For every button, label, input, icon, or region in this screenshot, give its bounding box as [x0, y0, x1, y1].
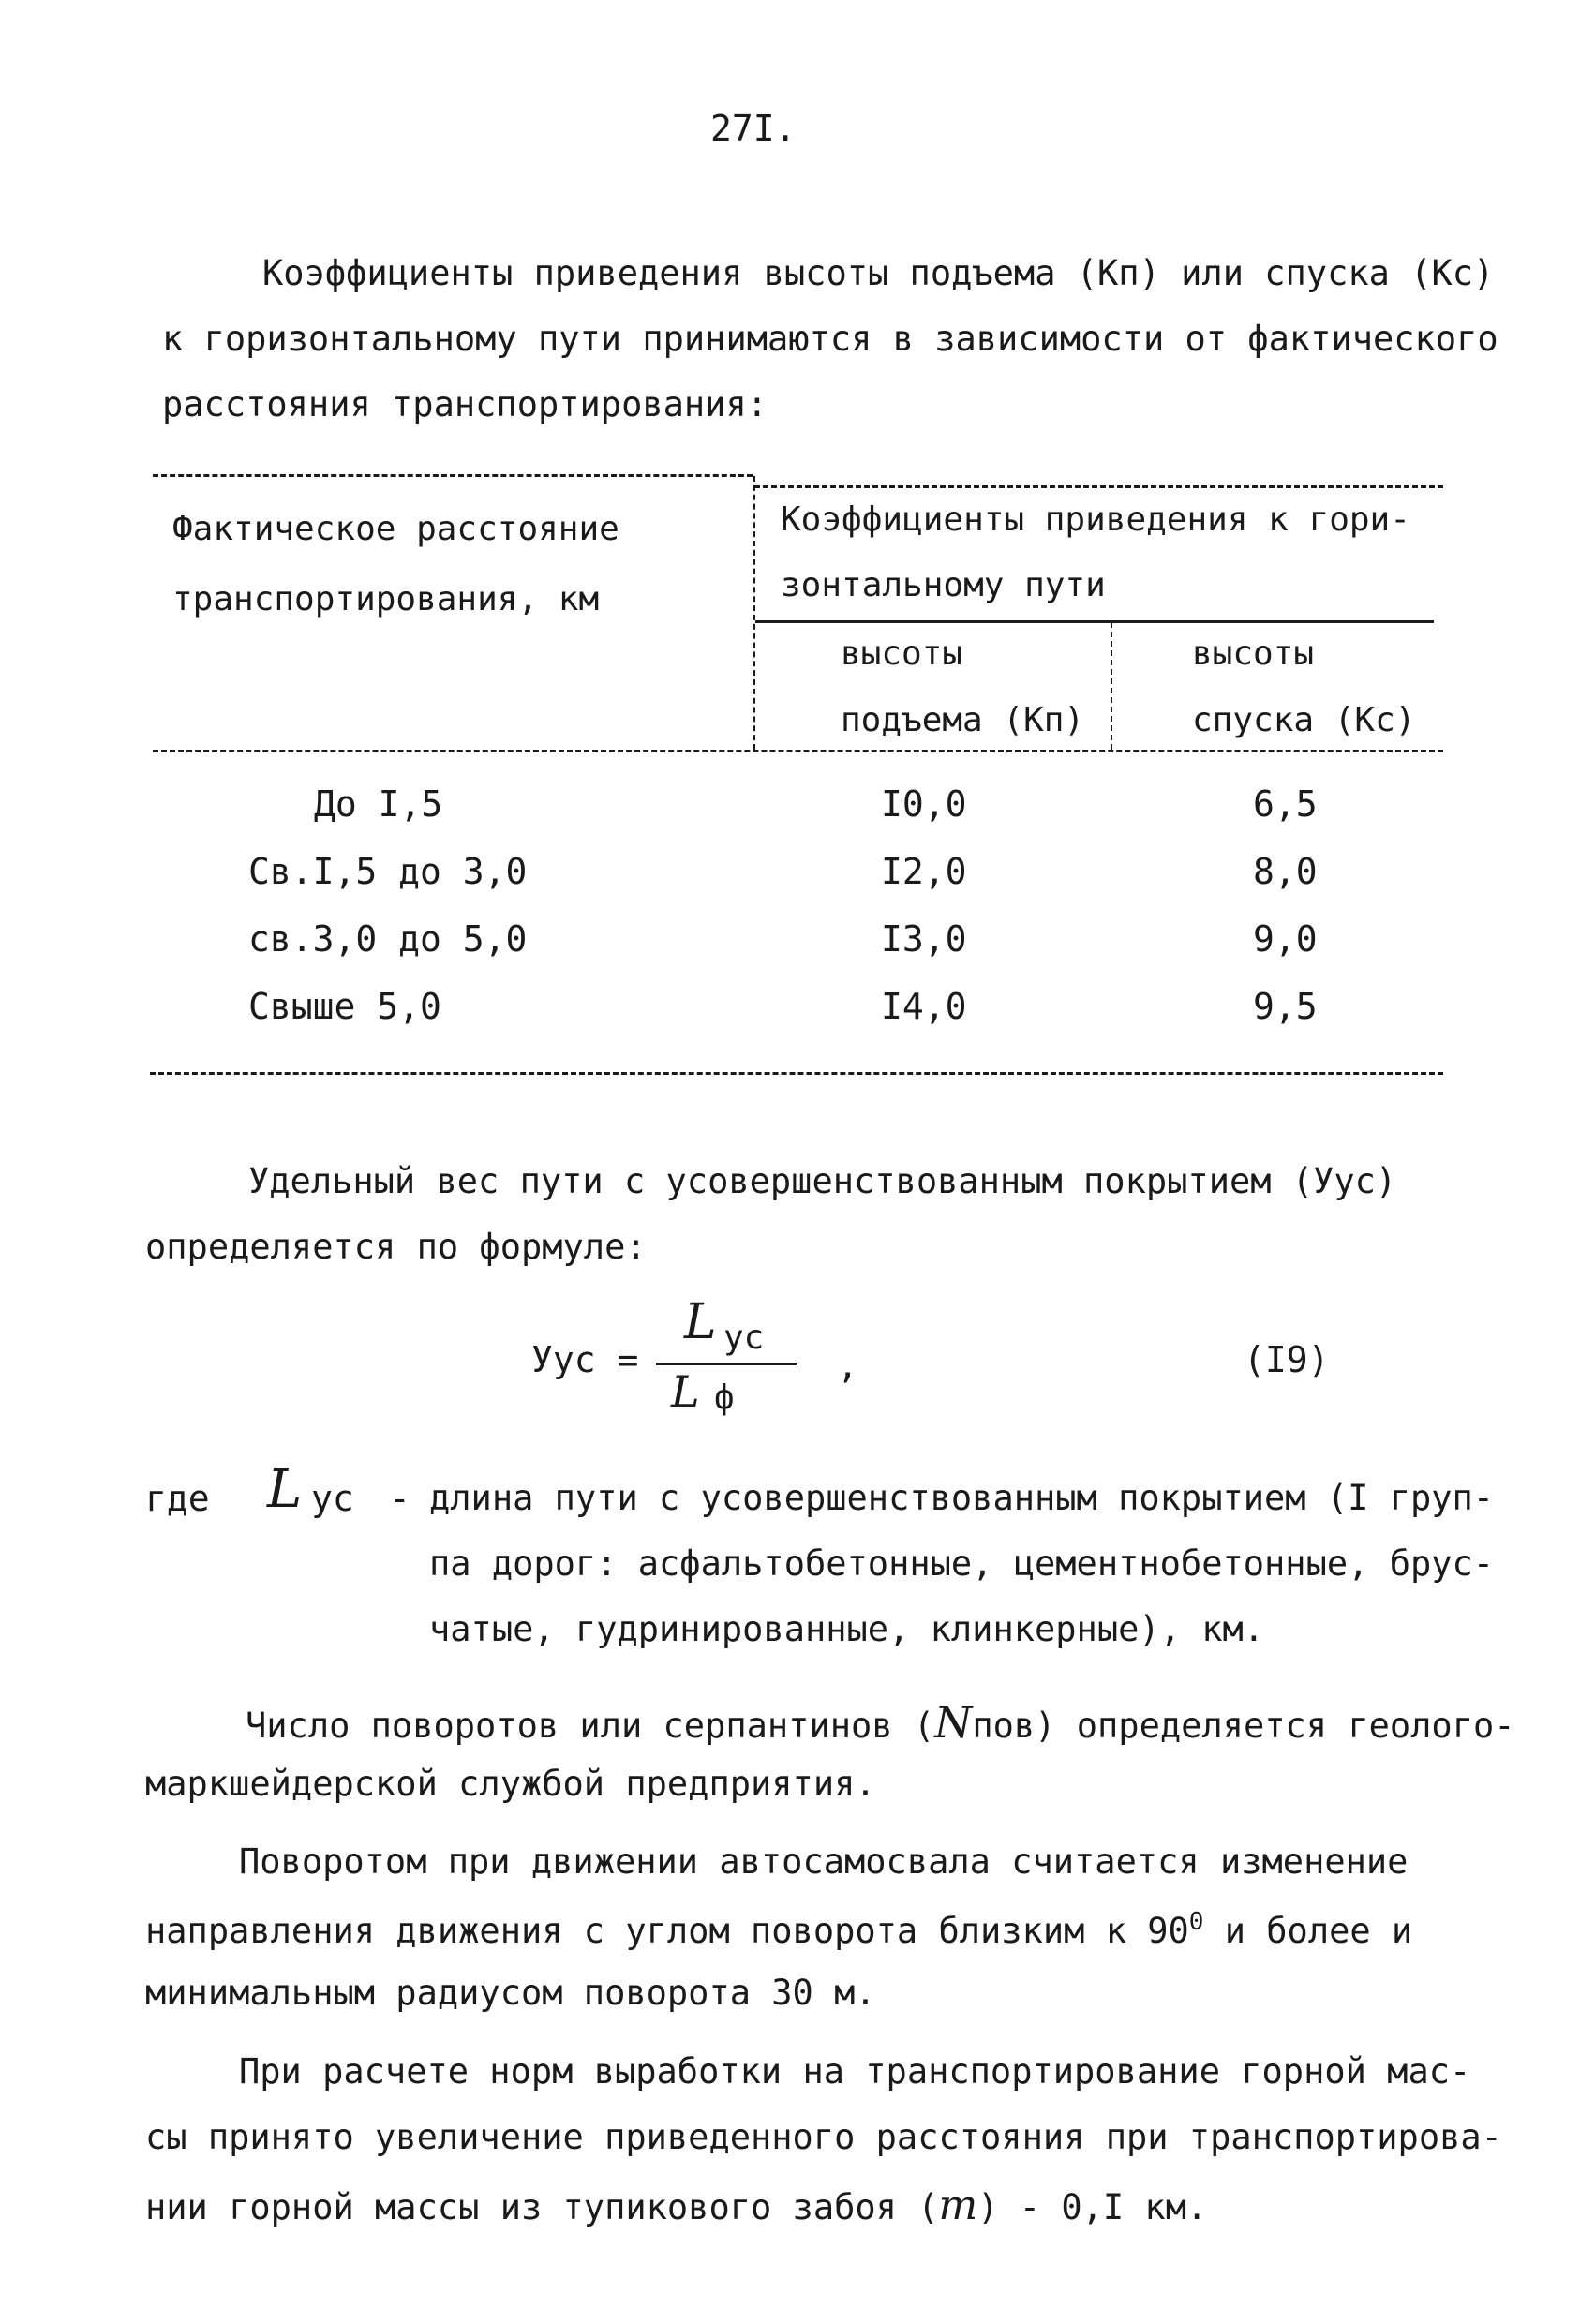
intro-line-3: расстояния транспортирования:: [162, 384, 768, 425]
row-distance: Свыше 5,0: [248, 986, 441, 1027]
formula-num-sub: ус: [723, 1318, 765, 1357]
table-top-rule-left: [153, 474, 753, 477]
where-symbol: L: [267, 1459, 303, 1520]
row-kp: I3,0: [881, 918, 967, 960]
row-kc: 9,5: [1253, 986, 1318, 1027]
formula-fraction-bar: [656, 1363, 797, 1365]
table-vertical-divider: [753, 476, 755, 750]
calc-symbol: m: [938, 2182, 978, 2229]
page-number: 27I.: [710, 108, 797, 149]
turns-line-2: маркшейдерской службой предприятия.: [145, 1764, 876, 1804]
row-kp: I4,0: [881, 986, 967, 1027]
where-dash: -: [389, 1478, 410, 1519]
intro-line-1: Коэффициенты приведения высоты подъема (Кп) или спуска (Кс): [262, 253, 1495, 293]
calc-line-3-pre: нии горной массы из тупикового забоя (: [145, 2187, 939, 2227]
header-distance-line-2: транспортирования, км: [172, 580, 600, 618]
header-kp-line-1: высоты: [841, 634, 963, 673]
formula-den-symbol: L: [671, 1366, 700, 1417]
row-distance: До I,5: [314, 783, 443, 825]
degree-superscript: 0: [1188, 1908, 1204, 1936]
row-kp: I2,0: [881, 851, 967, 892]
turns-line-1-post: пов) определяется геолого-: [972, 1706, 1515, 1746]
row-kc: 8,0: [1253, 851, 1318, 892]
calc-line-2: сы принято увеличение приведенного расстояния при транспортирова-: [145, 2117, 1502, 2157]
specific-weight-line-2: определяется по формуле:: [145, 1227, 647, 1267]
table-bottom-rule: [150, 1072, 1443, 1075]
table-top-rule-right: [754, 485, 1443, 488]
table-group-rule: [755, 620, 1434, 623]
turn-def-line-1: Поворотом при движении автосамосвала считается изменение: [239, 1841, 1409, 1882]
formula-lhs: Уус =: [531, 1339, 639, 1380]
table-header-rule: [153, 750, 1443, 752]
header-kc-line-1: высоты: [1192, 634, 1315, 673]
row-distance: св.3,0 до 5,0: [248, 918, 528, 960]
turn-def-line-3: минимальным радиусом поворота 30 м.: [145, 1973, 876, 2013]
calc-line-3-post: ) - 0,I км.: [977, 2187, 1208, 2227]
header-kp-line-2: подъема (Кп): [841, 701, 1085, 739]
row-kc: 6,5: [1253, 783, 1318, 825]
where-word: где: [145, 1478, 210, 1519]
row-distance: Св.I,5 до 3,0: [248, 851, 528, 892]
formula-den-sub: ф: [714, 1378, 735, 1417]
turns-line-1-pre: Число поворотов или серпантинов (: [246, 1706, 935, 1746]
formula-number: (I9): [1244, 1339, 1330, 1380]
turns-line-1: [246, 1697, 1515, 1748]
specific-weight-line-1: Удельный вес пути с усовершенствованным покрытием (Уус): [248, 1161, 1397, 1201]
where-line-1: длина пути с усовершенствованным покрытием (I груп-: [429, 1478, 1495, 1518]
row-kc: 9,0: [1253, 918, 1318, 960]
formula-num-symbol: L: [684, 1294, 717, 1350]
row-kp: I0,0: [881, 783, 967, 825]
intro-line-2: к горизонтальному пути принимаются в зависимости от фактического: [162, 319, 1498, 359]
calc-line-3: [145, 2182, 1208, 2229]
where-line-2: па дорог: асфальтобетонные, цементнобетонные, брус-: [429, 1543, 1495, 1584]
turns-symbol: N: [934, 1697, 973, 1748]
where-line-3: чатые, гудринированные, клинкерные), км.: [429, 1609, 1265, 1649]
header-distance-line-1: Фактическое расстояние: [172, 510, 619, 548]
header-kc-line-2: спуска (Кс): [1192, 701, 1416, 739]
header-group-line-1: Коэффициенты приведения к гори-: [781, 500, 1410, 539]
calc-line-1: При расчете норм выработки на транспортирование горной мас-: [239, 2051, 1471, 2092]
turn-def-line-2-pre: направления движения с углом поворота близким к 90: [145, 1911, 1189, 1951]
header-group-line-2: зонтальному пути: [781, 566, 1106, 604]
turn-def-line-2-post: и более и: [1203, 1911, 1413, 1951]
formula-comma: ,: [837, 1345, 858, 1386]
turn-def-line-2: [145, 1908, 1413, 1951]
table-subcol-divider: [1111, 622, 1112, 750]
where-sub: ус: [311, 1478, 354, 1519]
